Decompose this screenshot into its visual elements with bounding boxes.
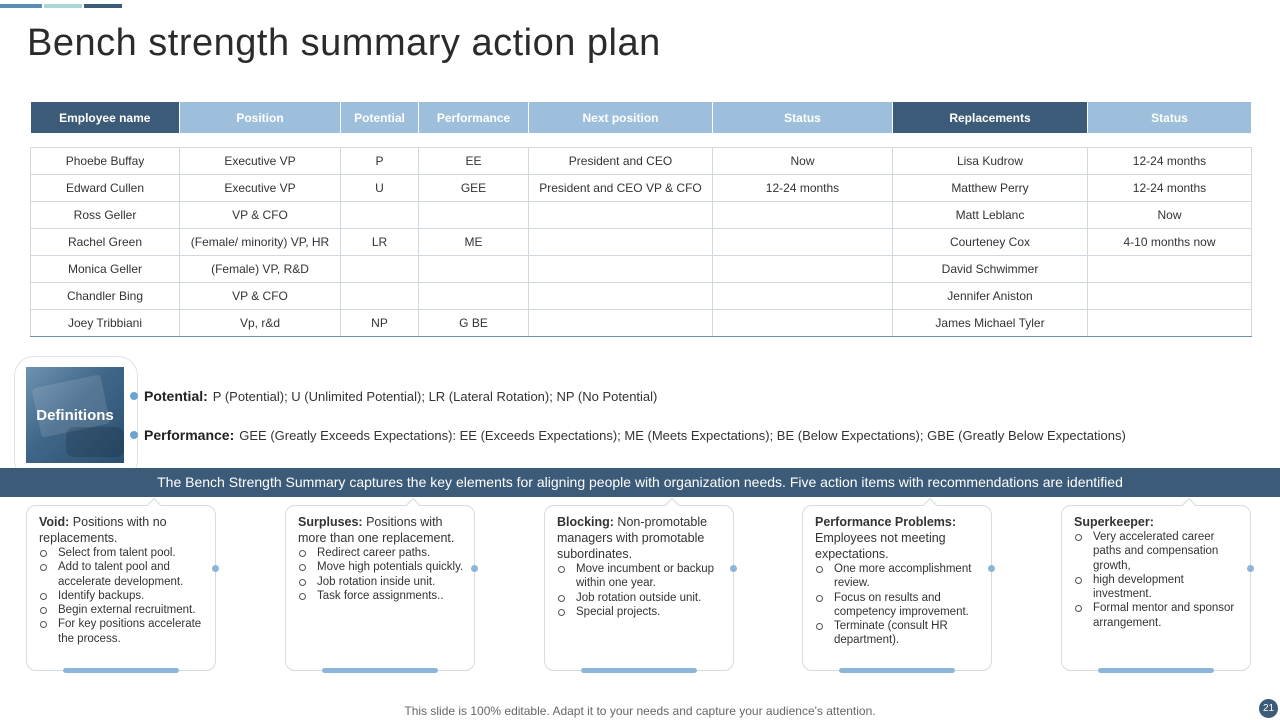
- accent-bar-teal: [44, 4, 82, 8]
- cell-potential: [341, 256, 419, 283]
- table-row: [31, 175, 1252, 202]
- card-list-item: One more accomplishment review.: [815, 562, 983, 591]
- card-content: [298, 514, 466, 603]
- cell-employee-name: Phoebe Buffay: [31, 148, 180, 175]
- card-list-item: Begin external recruitment.: [39, 603, 207, 617]
- card-heading: Blocking:: [557, 515, 614, 529]
- card-list-item: Redirect career paths.: [298, 546, 466, 560]
- bullet-dot: [130, 392, 138, 400]
- card-list-item: Task force assignments..: [298, 589, 466, 603]
- table-row: [31, 256, 1252, 283]
- footer-note: This slide is 100% editable. Adapt it to your needs and capture your audience's attention.: [404, 704, 876, 718]
- cell-employee-name: Joey Tribbiani: [31, 310, 180, 337]
- action-card: [1061, 505, 1251, 671]
- card-list-item: Job rotation inside unit.: [298, 575, 466, 589]
- cell-next-position: [529, 202, 713, 229]
- card-side-dot: [1247, 565, 1254, 572]
- card-side-dot: [471, 565, 478, 572]
- cell-employee-name: Edward Cullen: [31, 175, 180, 202]
- card-content: [39, 514, 207, 646]
- card-notch: [923, 498, 937, 512]
- cell-replacement-status: 12-24 months: [1088, 175, 1252, 202]
- card-notch: [1182, 498, 1196, 512]
- card-description: Non-promotable managers with promotable subordinates.: [557, 515, 708, 561]
- cell-status: 12-24 months: [713, 175, 893, 202]
- table-row: [31, 310, 1252, 337]
- header-next-position: Next position: [529, 102, 713, 133]
- cell-potential: [341, 202, 419, 229]
- cell-employee-name: Rachel Green: [31, 229, 180, 256]
- table-row: [31, 229, 1252, 256]
- cell-replacement-status: [1088, 283, 1252, 310]
- cell-position: (Female/ minority) VP, HR: [180, 229, 341, 256]
- cell-potential: U: [341, 175, 419, 202]
- header-employee-name: Employee name: [31, 102, 180, 133]
- cell-status: [713, 256, 893, 283]
- card-notch: [406, 498, 420, 512]
- cell-replacement: Jennifer Aniston: [893, 283, 1088, 310]
- performance-definition: [130, 427, 1126, 443]
- header-replacement-status: Status: [1088, 102, 1252, 133]
- card-list-item: Job rotation outside unit.: [557, 591, 725, 605]
- performance-label: Performance:: [144, 427, 235, 443]
- cell-replacement: James Michael Tyler: [893, 310, 1088, 337]
- potential-label: Potential:: [144, 388, 208, 404]
- card-side-dot: [730, 565, 737, 572]
- card-list-item: high development investment.: [1074, 573, 1242, 602]
- card-heading: Superkeeper:: [1074, 515, 1154, 529]
- cell-position: VP & CFO: [180, 202, 341, 229]
- card-list-item: Move incumbent or backup within one year.: [557, 562, 725, 591]
- accent-bar-navy: [84, 4, 122, 8]
- card-heading: Surpluses:: [298, 515, 363, 529]
- cell-replacement-status: [1088, 256, 1252, 283]
- card-list: [815, 562, 983, 648]
- cell-replacement-status: [1088, 310, 1252, 337]
- card-list-item: Identify backups.: [39, 589, 207, 603]
- card-heading: Performance Problems:: [815, 515, 957, 529]
- top-accent-bars: [0, 4, 130, 8]
- accent-bar-blue: [0, 4, 42, 8]
- card-description: Positions with more than one replacement.: [298, 515, 455, 545]
- definitions-label: Definitions: [36, 407, 114, 424]
- card-list-item: Very accelerated career paths and compensation growth,: [1074, 530, 1242, 573]
- cell-employee-name: Ross Geller: [31, 202, 180, 229]
- card-side-dot: [212, 565, 219, 572]
- card-list-item: Add to talent pool and accelerate development.: [39, 560, 207, 589]
- cell-replacement: Matt Leblanc: [893, 202, 1088, 229]
- card-content: [557, 514, 725, 619]
- cell-performance: EE: [419, 148, 529, 175]
- card-bottom-bar: [322, 668, 438, 673]
- header-performance: Performance: [419, 102, 529, 133]
- card-content: [1074, 514, 1242, 630]
- card-description: Positions with no replacements.: [39, 515, 167, 545]
- cell-status: [713, 202, 893, 229]
- cell-replacement-status: 4-10 months now: [1088, 229, 1252, 256]
- action-card: [544, 505, 734, 671]
- header-potential: Potential: [341, 102, 419, 133]
- card-content: [815, 514, 983, 648]
- cell-position: (Female) VP, R&D: [180, 256, 341, 283]
- performance-text: GEE (Greatly Exceeds Expectations): EE (Exceeds Expectations); ME (Meets Expectations); BE (Below Expectations); GBE (Greatly Below Expectations): [239, 427, 1126, 443]
- card-heading: Void:: [39, 515, 70, 529]
- cell-replacement: Courteney Cox: [893, 229, 1088, 256]
- cell-next-position: [529, 283, 713, 310]
- card-list-item: Select from talent pool.: [39, 546, 207, 560]
- cell-performance: [419, 283, 529, 310]
- cell-status: [713, 283, 893, 310]
- table-row: [31, 202, 1252, 229]
- cell-potential: NP: [341, 310, 419, 337]
- cell-next-position: [529, 310, 713, 337]
- cell-next-position: [529, 256, 713, 283]
- card-notch: [665, 498, 679, 512]
- cell-employee-name: Chandler Bing: [31, 283, 180, 310]
- bench-strength-table: [30, 102, 1251, 337]
- cell-next-position: President and CEO VP & CFO: [529, 175, 713, 202]
- card-list-item: Move high potentials quickly.: [298, 560, 466, 574]
- card-list-item: Focus on results and competency improvement.: [815, 591, 983, 620]
- card-bottom-bar: [1098, 668, 1214, 673]
- cell-potential: P: [341, 148, 419, 175]
- table-header-row: [31, 102, 1252, 133]
- header-position: Position: [180, 102, 341, 133]
- cell-position: VP & CFO: [180, 283, 341, 310]
- card-list-item: Terminate (consult HR department).: [815, 619, 983, 648]
- card-bottom-bar: [63, 668, 179, 673]
- cell-employee-name: Monica Geller: [31, 256, 180, 283]
- cell-performance: [419, 256, 529, 283]
- card-notch: [147, 498, 161, 512]
- cell-next-position: President and CEO: [529, 148, 713, 175]
- card-bottom-bar: [839, 668, 955, 673]
- table-row: [31, 148, 1252, 175]
- card-list: [298, 546, 466, 603]
- cell-performance: GEE: [419, 175, 529, 202]
- potential-definition: [130, 388, 657, 404]
- card-list: [557, 562, 725, 619]
- cell-position: Vp, r&d: [180, 310, 341, 337]
- card-bottom-bar: [581, 668, 697, 673]
- cell-replacement: David Schwimmer: [893, 256, 1088, 283]
- cell-position: Executive VP: [180, 148, 341, 175]
- action-card: [285, 505, 475, 671]
- header-replacements: Replacements: [893, 102, 1088, 133]
- action-card: [26, 505, 216, 671]
- table-row: [31, 283, 1252, 310]
- cell-replacement: Matthew Perry: [893, 175, 1088, 202]
- cell-next-position: [529, 229, 713, 256]
- potential-text: P (Potential); U (Unlimited Potential); LR (Lateral Rotation); NP (No Potential): [212, 388, 658, 404]
- slide-title: Bench strength summary action plan: [27, 22, 661, 64]
- cell-status: Now: [713, 148, 893, 175]
- summary-banner: The Bench Strength Summary captures the key elements for aligning people with organization needs. Five action items with recommendations are identified: [0, 468, 1280, 497]
- header-status: Status: [713, 102, 893, 133]
- bullet-dot: [130, 431, 138, 439]
- card-list-item: Formal mentor and sponsor arrangement.: [1074, 601, 1242, 630]
- card-side-dot: [988, 565, 995, 572]
- card-description: Employees not meeting expectations.: [815, 531, 946, 561]
- action-card: [802, 505, 992, 671]
- cell-performance: G BE: [419, 310, 529, 337]
- cell-potential: LR: [341, 229, 419, 256]
- cell-potential: [341, 283, 419, 310]
- cell-replacement-status: 12-24 months: [1088, 148, 1252, 175]
- cell-position: Executive VP: [180, 175, 341, 202]
- card-list-item: For key positions accelerate the process.: [39, 617, 207, 646]
- cell-performance: [419, 202, 529, 229]
- card-list: [39, 546, 207, 646]
- page-number: 21: [1259, 699, 1278, 718]
- cell-status: [713, 310, 893, 337]
- cell-replacement: Lisa Kudrow: [893, 148, 1088, 175]
- cell-performance: ME: [419, 229, 529, 256]
- card-list: [1074, 530, 1242, 630]
- cell-replacement-status: Now: [1088, 202, 1252, 229]
- card-list-item: Special projects.: [557, 605, 725, 619]
- cell-status: [713, 229, 893, 256]
